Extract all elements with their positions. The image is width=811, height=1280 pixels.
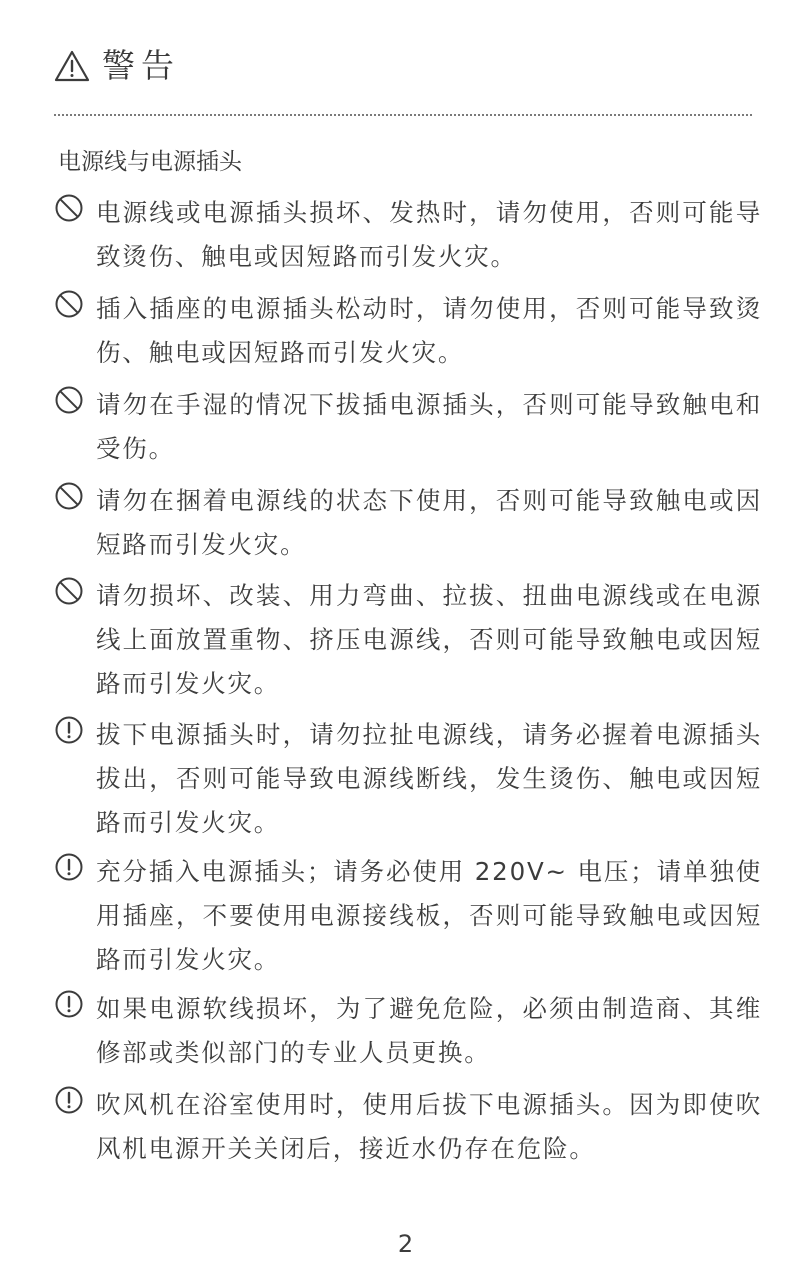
warning-item [54,191,764,279]
prohibited-icon [54,193,84,223]
warning-item [54,574,764,706]
caution-text: 如果电源软线损坏，为了避免危险，必须由制造商、其维修部或类似部门的专业人员更换。 [96,994,762,1067]
warning-triangle-icon [54,49,90,83]
warning-text: 请勿在手湿的情况下拔插电源插头，否则可能导致触电和受伤。 [96,390,762,463]
warning-item [54,383,764,471]
warning-text: 请勿损坏、改装、用力弯曲、拉拔、扭曲电源线或在电源线上面放置重物、挤压电源线，否则可能导致触电或因短路而引发火灾。 [96,581,762,698]
caution-icon [54,715,84,745]
prohibited-icon [54,385,84,415]
section-title: 电源线与电源插头 [58,149,242,175]
page-number: 2 [397,1230,414,1258]
prohibited-icon [54,481,84,511]
prohibited-icon [54,289,84,319]
page-title: 警告 [102,46,180,85]
caution-icon [54,989,84,1019]
warning-text: 电源线或电源插头损坏、发热时，请勿使用，否则可能导致烫伤、触电或因短路而引发火灾。 [96,198,762,271]
warning-item [54,479,764,567]
caution-item [54,850,764,982]
caution-text: 充分插入电源插头；请务必使用 220V~ 电压；请单独使用插座，不要使用电源接线板，否则可能导致触电或因短路而引发火灾。 [96,857,762,974]
dotted-divider [54,114,752,116]
caution-icon [54,852,84,882]
warning-text: 插入插座的电源插头松动时，请勿使用，否则可能导致烫伤、触电或因短路而引发火灾。 [96,294,762,367]
caution-text: 吹风机在浴室使用时，使用后拔下电源插头。因为即使吹风机电源开关关闭后，接近水仍存在危险。 [96,1090,762,1163]
prohibited-icon [54,576,84,606]
caution-item [54,1083,764,1171]
caution-text: 拔下电源插头时，请勿拉扯电源线，请务必握着电源插头拔出，否则可能导致电源线断线，发生烫伤、触电或因短路而引发火灾。 [96,720,762,837]
caution-icon [54,1085,84,1115]
warning-header [54,44,180,88]
warning-text: 请勿在捆着电源线的状态下使用，否则可能导致触电或因短路而引发火灾。 [96,486,762,559]
caution-item [54,987,764,1075]
warning-item [54,287,764,375]
caution-item [54,713,764,845]
